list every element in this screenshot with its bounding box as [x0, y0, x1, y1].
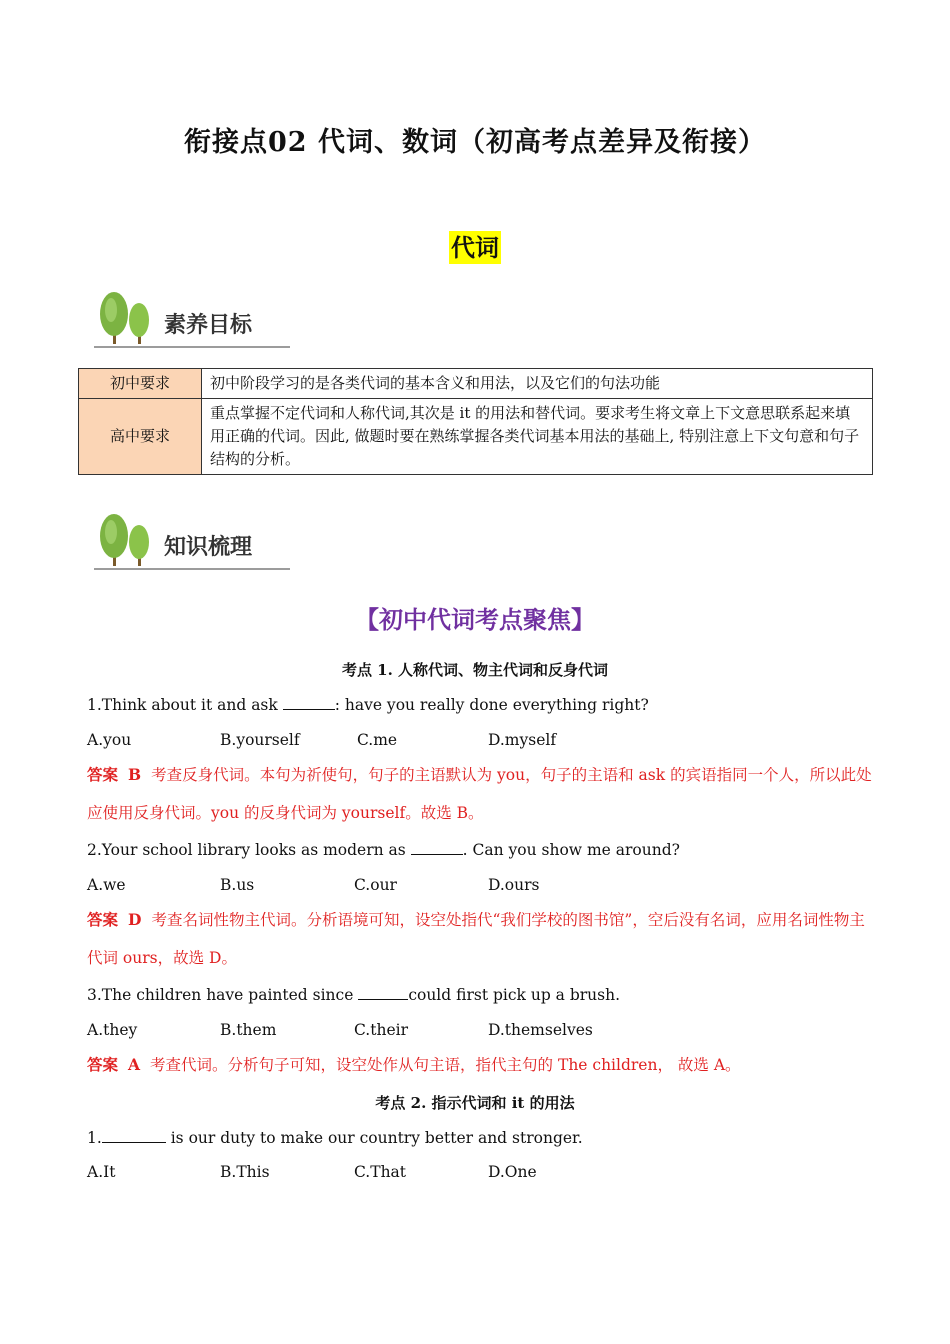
- knowledge-banner: [94, 512, 294, 572]
- requirement-text: 重点掌握不定代词和人称代词,其次是 it 的用法和替代词。要求考生将文章上下文意思联系起来填用正确的代词。因此, 做题时要在熟练掌握各类代词基本用法的基础上, 特别注意上下文句意和句子结构的分析。: [202, 399, 873, 475]
- answer-explanation: [87, 1046, 877, 1084]
- option-b: B.This: [220, 1163, 270, 1181]
- option-b: B.them: [220, 1021, 277, 1039]
- tree-icon: [94, 512, 158, 570]
- option-d: D.One: [488, 1163, 537, 1181]
- option-d: D.themselves: [488, 1021, 593, 1039]
- tree-icon: [94, 290, 158, 348]
- question-text: 1.: [87, 1129, 102, 1147]
- subject-highlight: 代词: [451, 233, 499, 262]
- option-d: D.myself: [488, 731, 557, 749]
- kaodian-2-title: 考点 2. 指示代词和 it 的用法: [375, 1094, 575, 1112]
- knowledge-banner-label: 知识梳理: [164, 535, 253, 560]
- answer-label: 答案: [87, 910, 119, 929]
- kaodian-1-title: 考点 1. 人称代词、物主代词和反身代词: [341, 661, 609, 679]
- requirement-level: 初中要求: [79, 369, 202, 399]
- question-2: [87, 840, 680, 859]
- option-b: B.yourself: [220, 731, 300, 749]
- answer-explanation: [87, 756, 877, 832]
- requirement-text: 初中阶段学习的是各类代词的基本含义和用法，以及它们的句法功能: [202, 369, 873, 399]
- question-text: 3.The children have painted since: [87, 986, 359, 1004]
- option-a: A.they: [87, 1021, 138, 1039]
- option-c: C.our: [354, 876, 397, 894]
- answer-explanation: [87, 901, 877, 977]
- option-d: D.ours: [488, 876, 540, 894]
- table-row: [79, 369, 873, 399]
- question-text: : have you really done everything right?: [334, 696, 649, 714]
- goals-banner: [94, 290, 294, 350]
- requirement-level: 高中要求: [79, 399, 202, 475]
- answer-blank: [358, 985, 408, 1000]
- option-b: B.us: [220, 876, 255, 894]
- answer-label: 答案: [87, 1055, 119, 1074]
- answer-key: B: [128, 765, 142, 784]
- answer-blank: [283, 695, 335, 710]
- question-text: 1.Think about it and ask: [87, 696, 283, 714]
- subject-heading: [0, 228, 950, 263]
- options-row: [87, 1163, 687, 1185]
- option-c: C.That: [354, 1163, 407, 1181]
- option-c: C.me: [357, 731, 398, 749]
- table-row: [79, 399, 873, 475]
- question-1: [87, 695, 649, 714]
- answer-label: 答案: [87, 765, 119, 784]
- answer-text: 考查代词。分析句子可知，设空处作从句主语，指代主句的 The children， 故选 A。: [150, 1056, 741, 1074]
- option-a: A.It: [87, 1163, 116, 1181]
- question-3: [87, 985, 620, 1004]
- option-a: A.you: [87, 731, 132, 749]
- question-text: . Can you show me around?: [462, 841, 680, 859]
- answer-text: 考查反身代词。本句为祈使句，句子的主语默认为 you，句子的主语和 ask 的宾语指同一个人，所以此处应使用反身代词。you 的反身代词为 yourself。故选 B。: [87, 766, 872, 822]
- answer-blank: [411, 840, 463, 855]
- answer-text: 考查名词性物主代词。分析语境可知，设空处指代“我们学校的图书馆”，空后没有名词，应用名词性物主代词 ours，故选 D。: [87, 911, 865, 967]
- banner-underline: [94, 346, 290, 348]
- answer-key: D: [128, 910, 142, 929]
- option-c: C.their: [354, 1021, 408, 1039]
- banner-underline: [94, 568, 290, 570]
- option-a: A.we: [87, 876, 126, 894]
- question-text: could first pick up a brush.: [408, 986, 621, 1004]
- question-4: [87, 1128, 583, 1147]
- question-text: is our duty to make our country better and stronger.: [165, 1129, 583, 1147]
- section-heading: 【初中代词考点聚焦】: [355, 605, 595, 634]
- question-text: 2.Your school library looks as modern as: [87, 841, 411, 859]
- goals-banner-label: 素养目标: [164, 313, 253, 338]
- answer-blank: [102, 1128, 166, 1143]
- options-row: [87, 1021, 687, 1043]
- answer-key: A: [128, 1055, 141, 1074]
- requirements-table: [78, 368, 873, 475]
- options-row: [87, 731, 687, 753]
- document-title: 衔接点02 代词、数词（初高考点差异及衔接）: [184, 127, 766, 158]
- options-row: [87, 876, 687, 898]
